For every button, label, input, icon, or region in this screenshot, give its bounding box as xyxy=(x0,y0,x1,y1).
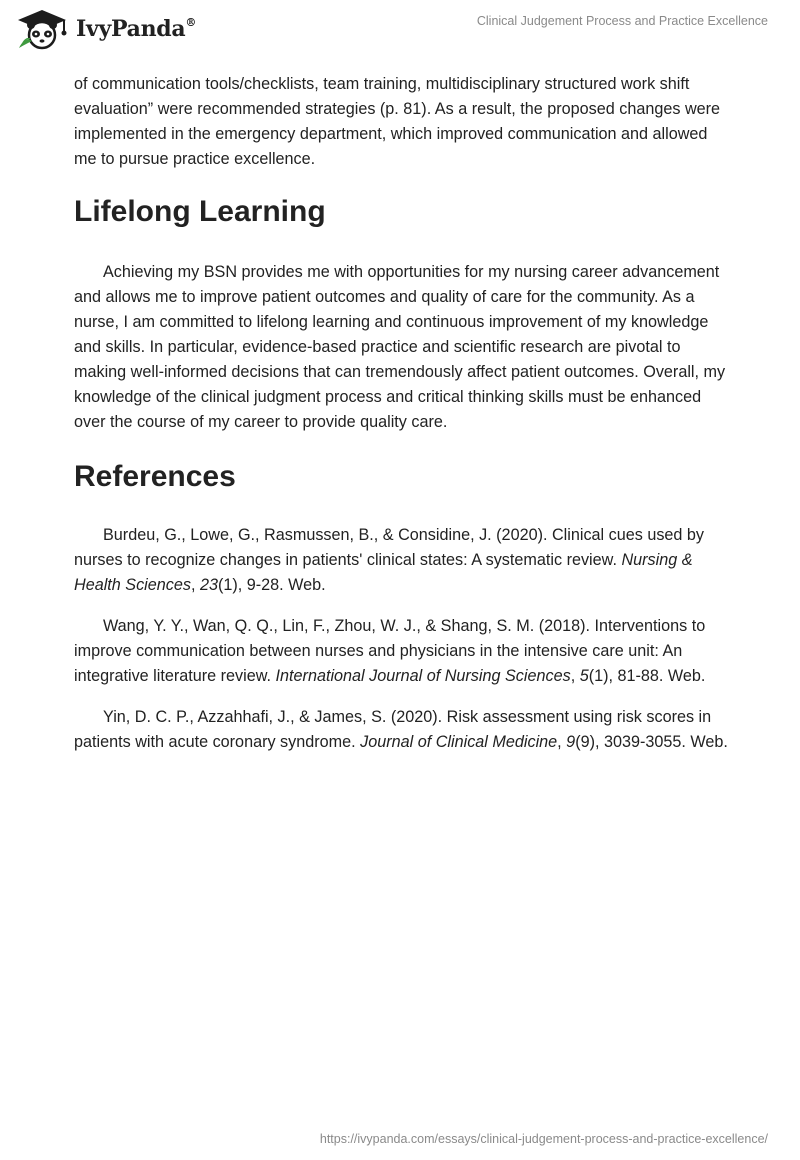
document-title: Clinical Judgement Process and Practice Excellence xyxy=(476,14,768,28)
reference-item: Burdeu, G., Lowe, G., Rasmussen, B., & Considine, J. (2020). Clinical cues used by nurses to recognize changes in patients' clinical states: A systematic review. Nursing & Health Sciences, 23(1), 9-28. Web. xyxy=(74,526,705,594)
reference-journal: Nursing & Health Sciences xyxy=(74,551,693,594)
reference-volume: 23 xyxy=(199,576,218,594)
lifelong-learning-paragraph: Achieving my BSN provides me with opportunities for my nursing career advancement and allows me to improve patient outcomes and quality of care for the community. As a nurse, I am committed to lifelong learning and continuous improvement of my knowledge and skills. In particular, evidence-based practice and scientific research are pivotal to making well-informed decisions that can tremendously affect patient outcomes. Overall, my knowledge of the clinical judgment process and critical thinking skills must be enhanced over the course of my career to provide quality care. xyxy=(74,263,726,431)
page-header xyxy=(0,0,800,60)
references-heading: References xyxy=(74,460,236,493)
ivypanda-logo[interactable] xyxy=(14,8,196,50)
reference-journal: Journal of Clinical Medicine xyxy=(360,733,558,751)
intro-paragraph: of communication tools/checklists, team training, multidisciplinary structured work shift evaluation” were recommended strategies (p. 81). As a result, the proposed changes were implemented in the emergency department, which improved communication and allowed me to pursue practice excellence. xyxy=(74,75,721,168)
footer-url[interactable]: https://ivypanda.com/essays/clinical-judgement-process-and-practice-excellence/ xyxy=(319,1132,768,1146)
reference-item: Yin, D. C. P., Azzahhafi, J., & James, S. (2020). Risk assessment using risk scores in patients with acute coronary syndrome. Journal of Clinical Medicine, 9(9), 3039-3055. Web. xyxy=(74,708,728,751)
reference-journal: International Journal of Nursing Sciences xyxy=(275,667,571,685)
reference-volume: 5 xyxy=(579,667,589,685)
reference-volume: 9 xyxy=(566,733,576,751)
panda-icon xyxy=(14,8,70,50)
reference-item: Wang, Y. Y., Wan, Q. Q., Lin, F., Zhou, W. J., & Shang, S. M. (2018). Interventions to improve communication between nurses and physicians in the intensive care unit: An integrative literature review. International Journal of Nursing Sciences, 5(1), 81-88. Web. xyxy=(74,617,706,685)
lifelong-learning-heading: Lifelong Learning xyxy=(74,195,326,228)
essay-body xyxy=(74,72,730,771)
logo-text: IvyPanda® xyxy=(76,15,197,42)
